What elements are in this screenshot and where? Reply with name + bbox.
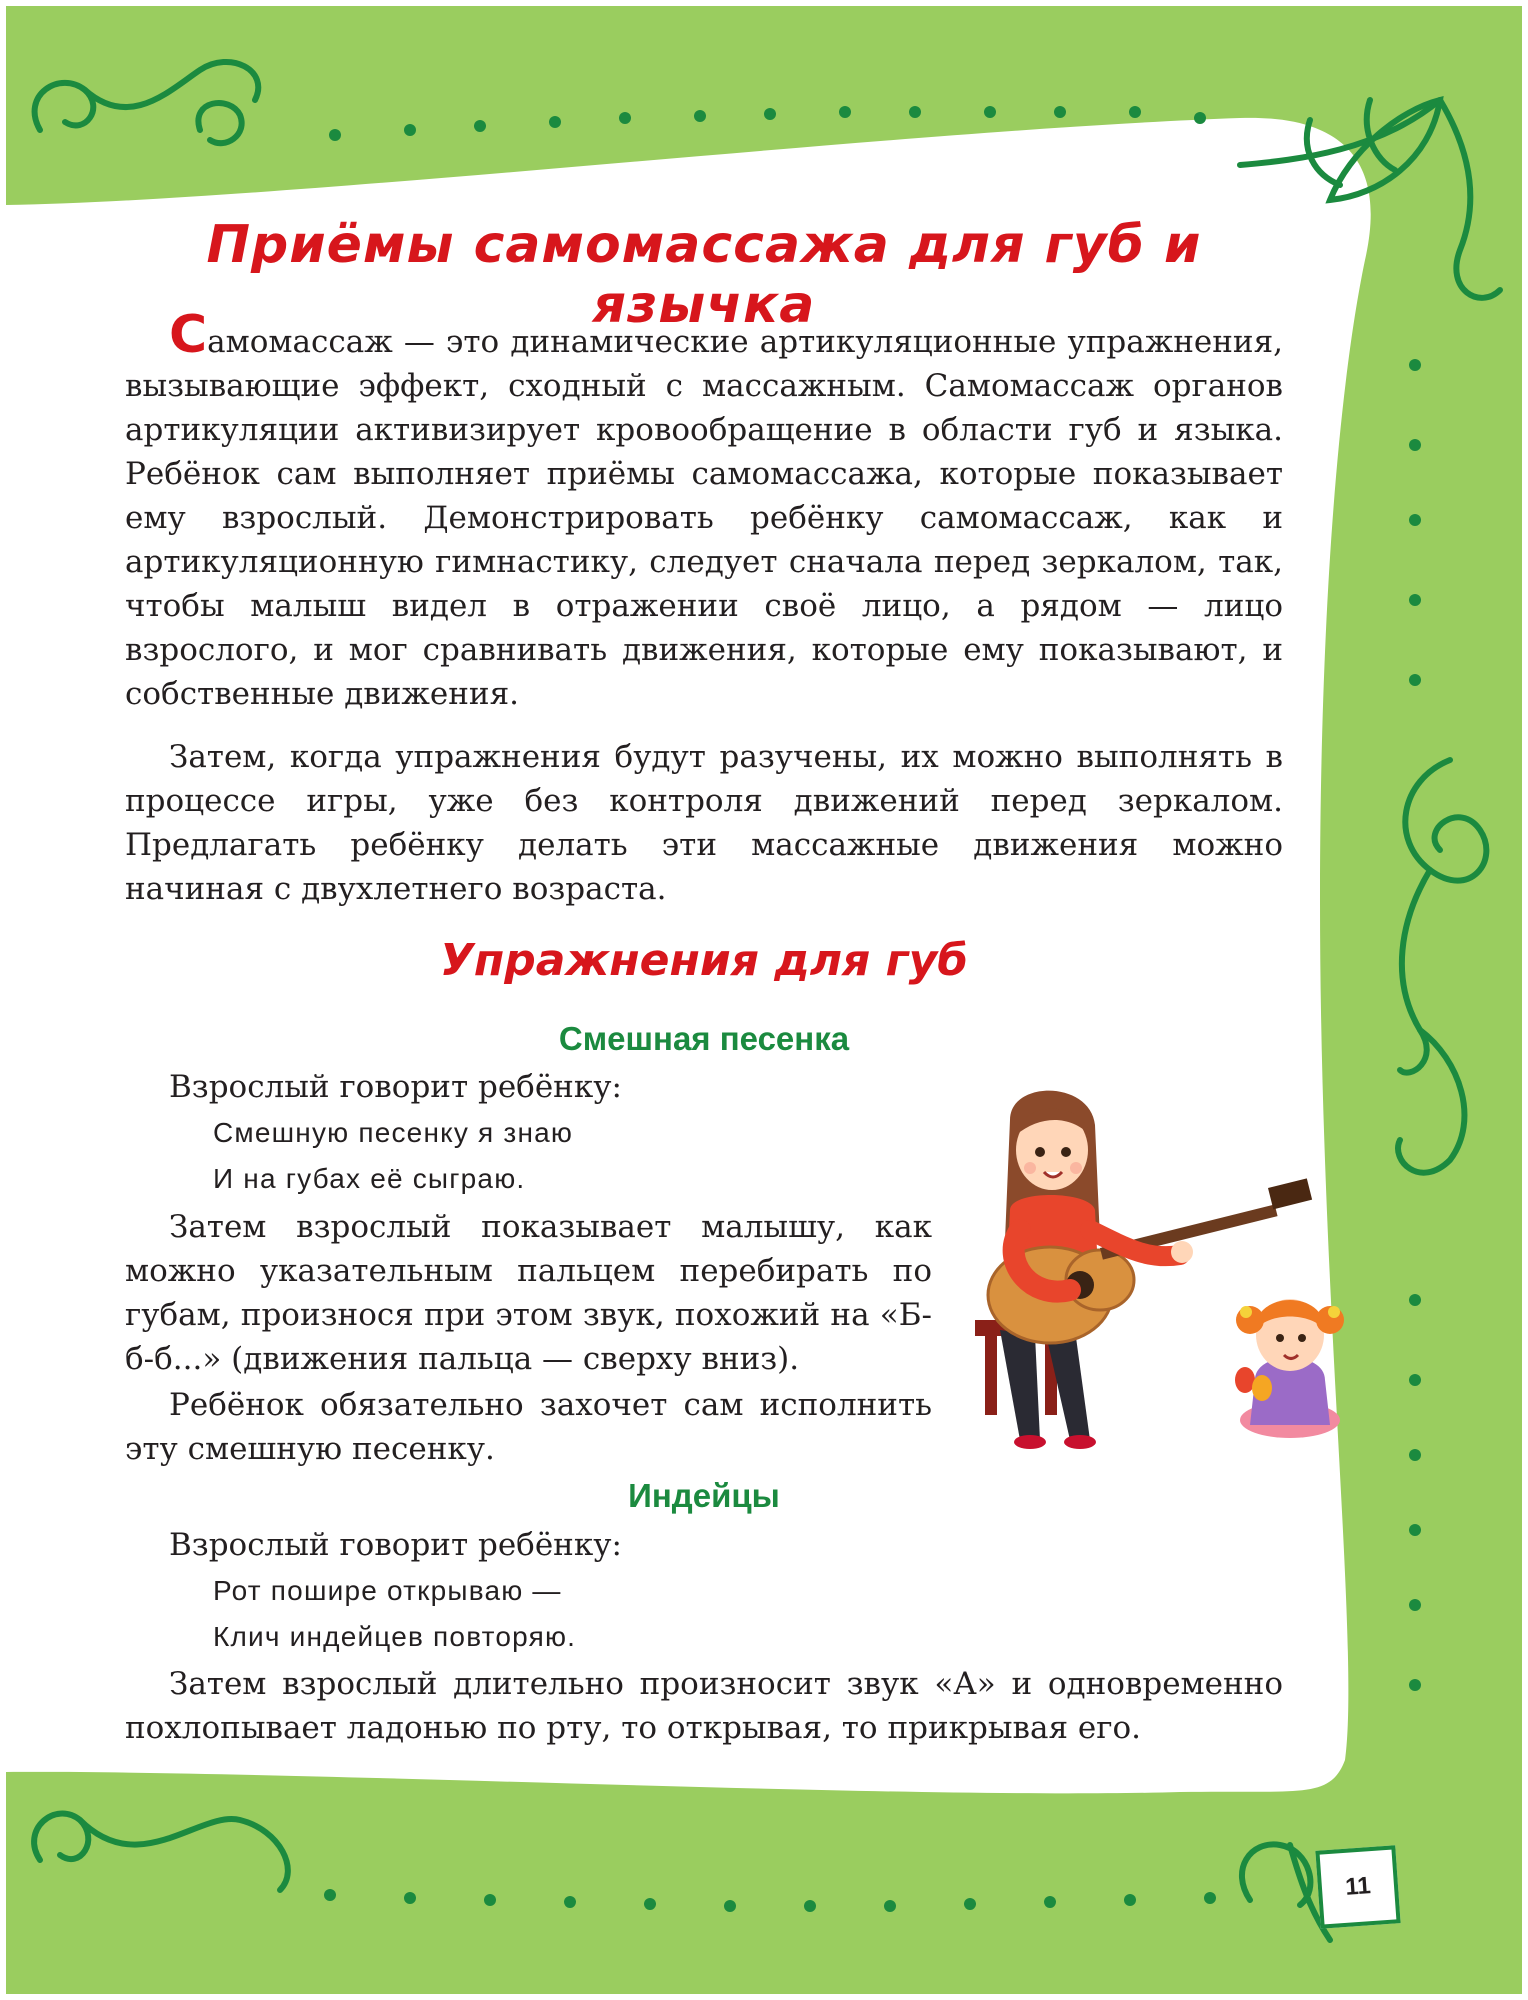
- exercise-intro-line: Взрослый говорит ребёнку:: [169, 1527, 622, 1563]
- poem-line: Рот пошире открываю —: [213, 1575, 562, 1606]
- exercise-intro-line: Взрослый говорит ребёнку:: [169, 1069, 622, 1105]
- exercise-description: Затем взрослый показывает малышу, как можно указательным пальцем перебирать по губам, произнося при этом звук, похожий на «Б-б-б...» (движения пальца — сверху вниз).: [125, 1209, 932, 1377]
- poem-line: И на губах её сыграю.: [213, 1163, 526, 1194]
- intro-paragraph: [125, 305, 1283, 716]
- dropcap-letter: С: [169, 305, 208, 365]
- exercise-conclusion: Ребёнок обязательно захочет сам исполнить эту смешную песенку.: [125, 1387, 932, 1467]
- poem-line: Смешную песенку я знаю: [213, 1117, 574, 1148]
- exercise-title-funny-song: Смешная песенка: [558, 1020, 850, 1057]
- exercise-title-indians: Индейцы: [628, 1477, 780, 1514]
- intro-text: амомассаж — это динамические артикуляционные упражнения, вызывающие эффект, сходный с массажным. Самомассаж органов артикуляции активизирует кровообращение в области губ и языка. Ребёнок сам выполняет приёмы самомассажа, которые показывает ему взрослый. Демонстрировать ребёнку самомассаж, как и артикуляционную гимнастику, следует сначала перед зеркалом, так, чтобы малыш видел в отражении своё лицо, а рядом — лицо взрослого, и мог сравнивать движения, которые ему показывают, и собственные движения.: [125, 324, 1283, 712]
- poem-line: Клич индейцев повторяю.: [213, 1621, 577, 1652]
- second-paragraph: Затем, когда упражнения будут разучены, их можно выполнять в процессе игры, уже без контроля движений перед зеркалом. Предлагать ребёнку делать эти массажные движения можно начиная с двухлетнего возраста.: [125, 739, 1283, 907]
- illustration-guitar-and-child: [950, 1080, 1350, 1460]
- section-title: Упражнения для губ: [439, 935, 969, 986]
- page-title: Приёмы самомассажа для губ и язычка: [206, 215, 1202, 335]
- exercise-description: Затем взрослый длительно произносит звук «А» и одновременно похлопывает ладонью по рту, то открывая, то прикрывая его.: [125, 1666, 1283, 1746]
- page-number: 11: [1315, 1845, 1400, 1928]
